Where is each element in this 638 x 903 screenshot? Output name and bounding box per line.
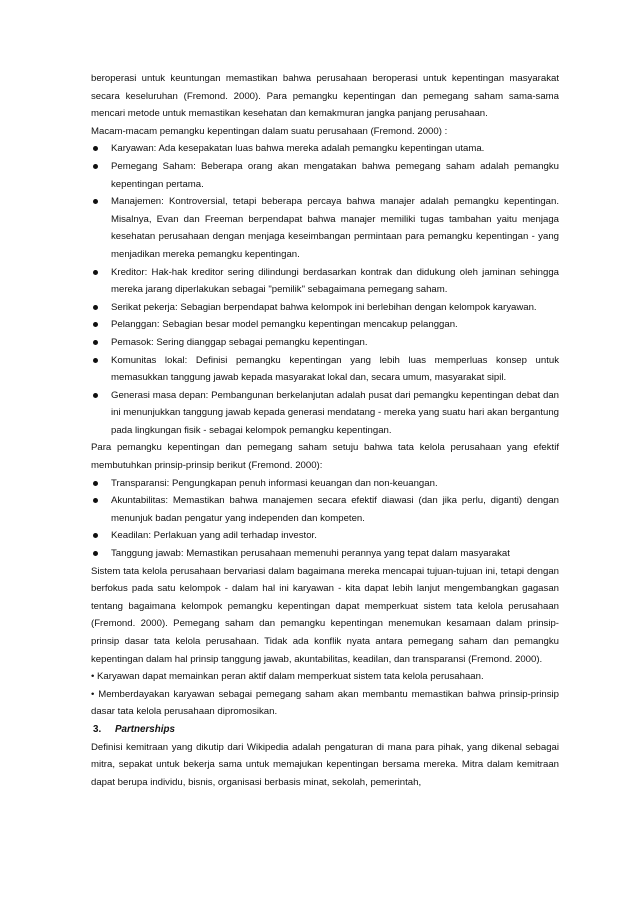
list-item: Transparansi: Pengungkapan penuh informasi keuangan dan non-keuangan. <box>91 475 559 493</box>
bullet-icon <box>93 305 98 310</box>
bullet-icon <box>93 322 98 327</box>
list-item: Pelanggan: Sebagian besar model pemangku kepentingan mencakup pelanggan. <box>91 316 559 334</box>
paragraph-employee-empowerment: • Memberdayakan karyawan sebagai pemegang saham akan membantu memastikan bahwa prinsip-prinsip dasar tata kelola perusahaan dipromosikan. <box>91 688 559 718</box>
bullet-icon <box>93 340 98 345</box>
paragraph-principles-intro: Para pemangku kepentingan dan pemegang saham setuju bahwa tata kelola perusahaan yang efektif membutuhkan prinsip-prinsip berikut (Fremond. 2000): <box>91 442 559 472</box>
stakeholder-list <box>91 140 559 439</box>
list-item: Pemasok: Sering dianggap sebagai pemangku kepentingan. <box>91 334 559 352</box>
bullet-icon <box>93 164 98 169</box>
paragraph-partnership-definition: Definisi kemitraan yang dikutip dari Wikipedia adalah pengaturan di mana para pihak, yang dikenal sebagai mitra, sepakat untuk bekerja sama untuk memajukan kepentingan bersama mereka. Mitra dalam kemitraan dapat berupa individu, bisnis, organisasi berbasis minat, sekolah, pemerintah, <box>91 741 559 788</box>
list-item: Tanggung jawab: Memastikan perusahaan memenuhi perannya yang tepat dalam masyarakat <box>91 545 559 563</box>
section-number: 3. <box>93 723 102 735</box>
paragraph-intro: beroperasi untuk keuntungan memastikan bahwa perusahaan beroperasi untuk kepentingan masyarakat secara keseluruhan (Fremond. 2000). Para pemangku kepentingan dan pemegang saham sama-sama mencari metode untuk memastikan kesehatan dan kemakmuran jangka panjang perusahaan. <box>91 73 559 120</box>
list-item: Komunitas lokal: Definisi pemangku kepentingan yang lebih luas memperluas konsep untuk memasukkan tanggung jawab kepada masyarakat lokal dan, secara umum, masyarakat sipil. <box>91 352 559 387</box>
bullet-icon <box>93 199 98 204</box>
bullet-icon <box>93 270 98 275</box>
list-item: Generasi masa depan: Pembangunan berkelanjutan adalah pusat dari pemangku kepentingan debat dan ini menunjukkan tanggung jawab kepada generasi mendatang - mereka yang suatu hari akan bergantung pada lingkungan fisik - sebagai kelompok pemangku kepentingan. <box>91 387 559 440</box>
paragraph-governance-systems: Sistem tata kelola perusahaan bervariasi dalam bagaimana mereka mencapai tujuan-tujuan ini, tetapi dengan berfokus pada satu kelompok - dalam hal ini karyawan - kita dapat lebih lanjut mengembangkan gagasan tentang bagaimana kelompok pemangku kepentingan dapat memperkuat sistem tata kelola perusahaan (Fremond. 2000). Pemegang saham dan pemangku kepentingan menemukan kesamaan dalam prinsip-prinsip dasar tata kelola perusahaan. Tidak ada konflik nyata antara pemegang saham dan pemangku kepentingan dalam hal prinsip tanggung jawab, akuntabilitas, keadilan, dan transparansi (Fremond. 2000). <box>91 565 559 665</box>
paragraph-stakeholder-types: Macam-macam pemangku kepentingan dalam suatu perusahaan (Fremond. 2000) : <box>91 125 448 137</box>
bullet-icon <box>93 481 98 486</box>
list-item: Keadilan: Perlakuan yang adil terhadap investor. <box>91 527 559 545</box>
list-item: Pemegang Saham: Beberapa orang akan mengatakan bahwa pemegang saham adalah pemangku kepentingan pertama. <box>91 158 559 193</box>
paragraph-employee-role: • Karyawan dapat memainkan peran aktif dalam memperkuat sistem tata kelola perusahaan. <box>91 671 484 683</box>
principles-list <box>91 475 559 563</box>
bullet-icon <box>93 358 98 363</box>
section-title: Partnerships <box>115 723 175 735</box>
bullet-icon <box>93 146 98 151</box>
bullet-icon <box>93 533 98 538</box>
document-page <box>91 70 559 791</box>
bullet-icon <box>93 551 98 556</box>
section-heading <box>91 721 559 739</box>
list-item: Akuntabilitas: Memastikan bahwa manajemen secara efektif diawasi (dan jika perlu, diganti) dengan menunjuk badan pengatur yang independen dan kompeten. <box>91 492 559 527</box>
bullet-icon <box>93 393 98 398</box>
list-item: Karyawan: Ada kesepakatan luas bahwa mereka adalah pemangku kepentingan utama. <box>91 140 559 158</box>
list-item: Kreditor: Hak-hak kreditor sering dilindungi berdasarkan kontrak dan didukung oleh jaminan sehingga mereka jarang diperlakukan sebagai "pemilik" sebagaimana pemegang saham. <box>91 264 559 299</box>
list-item: Manajemen: Kontroversial, tetapi beberapa percaya bahwa manajer adalah pemangku kepentingan. Misalnya, Evan dan Freeman berpendapat bahwa manajer memiliki tugas tambahan yaitu menjaga kesehatan perusahaan dengan menjaga keseimbangan permintaan para pemangku kepentingan - yang menjadikan mereka pemangku kepentingan. <box>91 193 559 263</box>
bullet-icon <box>93 498 98 503</box>
list-item: Serikat pekerja: Sebagian berpendapat bahwa kelompok ini berlebihan dengan kelompok karyawan. <box>91 299 559 317</box>
